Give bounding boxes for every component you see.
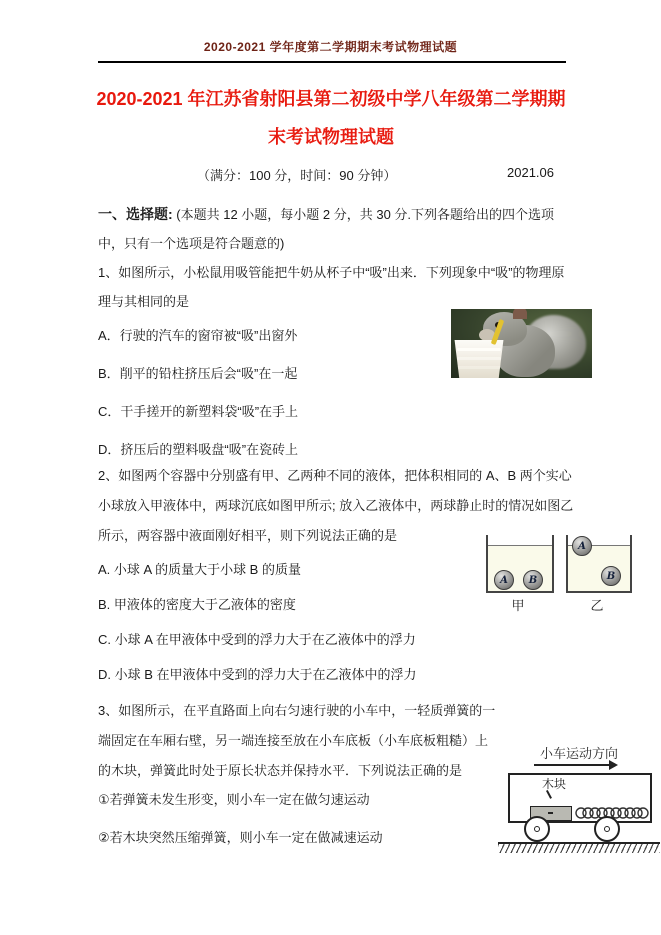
question-1-stem: 1、如图所示，小松鼠用吸管能把牛奶从杯子中“吸”出来．下列现象中“吸”的物理原理与其相同的是 [98, 265, 565, 309]
wheel-icon [594, 816, 620, 842]
squirrel-ear [513, 309, 527, 319]
question-3-statement-1: ①若弹簧未发生形变，则小车一定在做匀速运动 [98, 792, 370, 807]
question-1-option-b: B．削平的铅柱挤压后会“吸”在一起 [98, 366, 298, 381]
exam-meta: （满分：100 分，时间：90 分钟） [197, 168, 397, 183]
question-2-option-c: C. 小球 A 在甲液体中受到的浮力大于在乙液体中的浮力 [98, 632, 416, 647]
ground-hatching [498, 842, 660, 853]
beaker-jia [486, 535, 554, 593]
right-arrow-icon [534, 764, 616, 766]
beaker-yi [566, 535, 632, 593]
question-1-option-d: D．挤压后的塑料吸盘“吸”在瓷砖上 [98, 442, 299, 457]
milk-glass [453, 340, 505, 378]
question-1-options [98, 321, 298, 473]
question-2-option-b: B. 甲液体的密度大于乙液体的密度 [98, 597, 296, 612]
ball-a-yi: A [572, 536, 592, 556]
question-2-stem: 2、如图两个容器中分别盛有甲、乙两种不同的液体，把体积相同的 A、B 两个实心小球放入甲液体中，两球沉底如图甲所示; 放入乙液体中，两球静止时的情况如图乙所示，两容器中液面刚好相平，则下列说法正确的是 [98, 468, 574, 543]
section-heading-rest: (本题共 12 小题，每小题 2 分，共 30 分.下列各题给出的四个选项中，只有一个选项是符合题意的) [98, 207, 555, 251]
squirrel-drinking-milk-photo [451, 309, 592, 378]
question-3-statement-2: ②若木块突然压缩弹簧，则小车一定在做减速运动 [98, 830, 383, 845]
ball-a-jia: A [494, 570, 514, 590]
wood-block-label: 木块 [542, 777, 567, 791]
milk-surface [457, 348, 501, 351]
wheel-icon [524, 816, 550, 842]
cart-body [508, 773, 652, 823]
exam-title [95, 80, 567, 156]
question-2-figure [486, 533, 636, 613]
exam-title-line2: 末考试物理试题 [268, 127, 394, 147]
running-header: 2020-2021 学年度第二学期期末考试物理试题 [203, 40, 458, 54]
question-3-statements [98, 789, 383, 865]
question-1-option-c: C．干手搓开的新塑料袋“吸”在手上 [98, 404, 299, 419]
section-heading [98, 200, 572, 258]
beaker-yi-label: 乙 [590, 598, 604, 613]
ball-b-jia: B [523, 570, 543, 590]
question-2-option-d: D. 小球 B 在甲液体中受到的浮力大于在乙液体中的浮力 [98, 667, 417, 682]
question-2-option-a: A. 小球 A 的质量大于小球 B 的质量 [98, 562, 301, 577]
exam-date: 2021.06 [507, 165, 554, 180]
question-3-figure [498, 743, 660, 855]
question-2-options [98, 556, 417, 696]
header-divider [98, 61, 566, 63]
cart-direction-label: 小车运动方向 [539, 746, 618, 761]
ball-b-yi: B [601, 566, 621, 586]
beaker-jia-label: 甲 [511, 598, 525, 613]
section-heading-bold: 一、选择题: [98, 206, 173, 222]
question-1-option-a: A．行驶的汽车的窗帘被“吸”出窗外 [98, 328, 298, 343]
exam-title-line1: 2020-2021 年江苏省射阳县第二初级中学八年级第二学期期 [96, 89, 566, 109]
question-3-stem: 3、如图所示，在平直路面上向右匀速行驶的小车中，一轻质弹簧的一端固定在车厢右壁，另一端连接至放在小车底板（小车底板粗糙）上的木块，弹簧此时处于原长状态并保持水平．下列说法正确的是 [98, 703, 496, 778]
